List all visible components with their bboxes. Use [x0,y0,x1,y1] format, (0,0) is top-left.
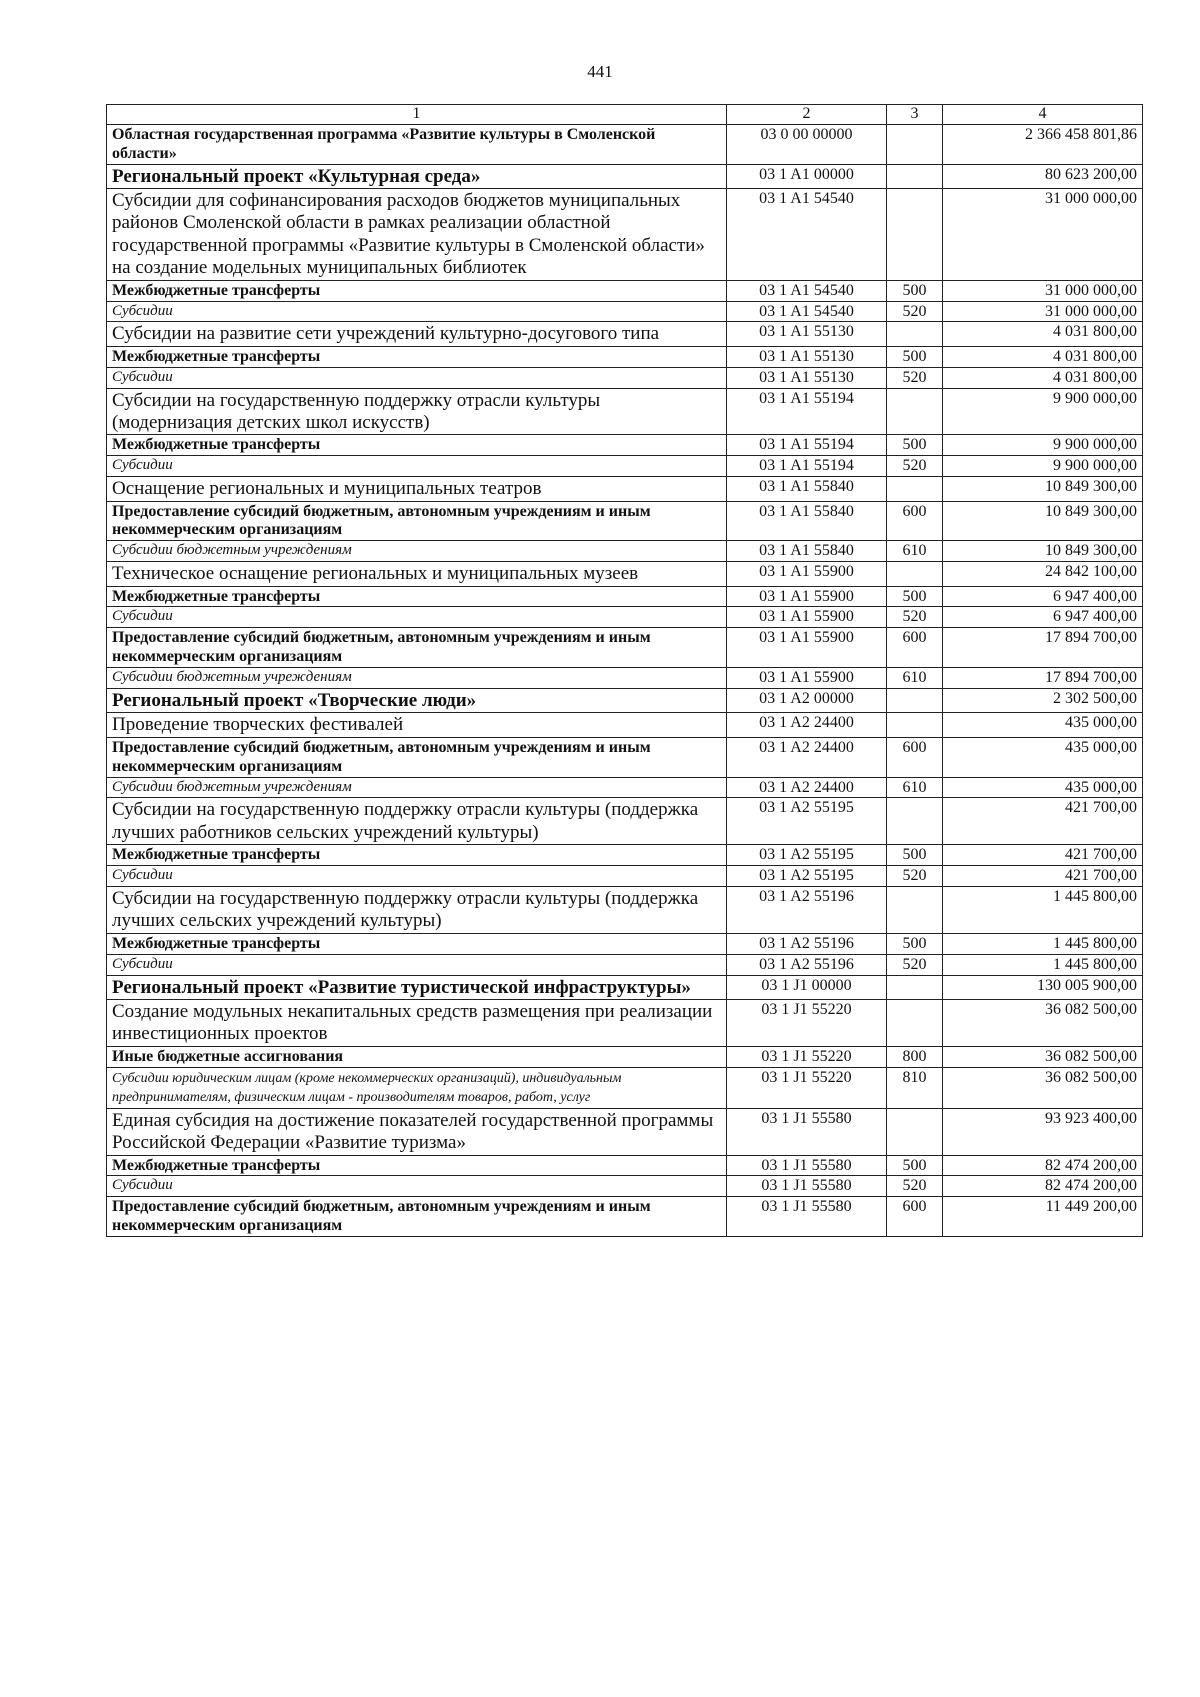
table-row [107,628,1143,668]
row-code-cell: 03 1 A1 54540 [727,280,887,301]
row-sum-cell: 1 445 800,00 [943,886,1143,933]
row-sum-cell: 6 947 400,00 [943,607,1143,628]
row-code-cell: 03 1 A1 55194 [727,435,887,456]
row-name-cell: Субсидии [107,607,727,628]
row-type-cell: 520 [887,1176,943,1197]
row-code-cell: 03 1 A2 55195 [727,866,887,887]
row-name-cell: Оснащение региональных и муниципальных театров [107,477,727,501]
row-name-cell: Межбюджетные трансферты [107,280,727,301]
row-type-cell: 520 [887,954,943,975]
table-header-row [107,105,1143,125]
row-code-cell: 03 1 A1 55130 [727,367,887,388]
budget-table [106,104,1143,1237]
table-row [107,301,1143,322]
row-sum-cell: 82 474 200,00 [943,1176,1143,1197]
row-name-cell: Областная государственная программа «Развитие культуры в Смоленской области» [107,124,727,164]
row-name-cell: Иные бюджетные ассигнования [107,1046,727,1067]
row-code-cell: 03 1 A2 55195 [727,845,887,866]
row-type-cell [887,688,943,712]
row-type-cell: 520 [887,866,943,887]
table-row [107,866,1143,887]
row-sum-cell: 435 000,00 [943,713,1143,737]
row-type-cell: 600 [887,1197,943,1237]
row-sum-cell: 1 445 800,00 [943,954,1143,975]
row-sum-cell: 4 031 800,00 [943,322,1143,346]
table-row [107,189,1143,281]
row-type-cell: 610 [887,541,943,562]
row-sum-cell: 435 000,00 [943,737,1143,777]
row-code-cell: 03 1 A2 24400 [727,737,887,777]
row-name-cell: Субсидии [107,1176,727,1197]
row-code-cell: 03 1 J1 55220 [727,1046,887,1067]
row-sum-cell: 421 700,00 [943,866,1143,887]
row-type-cell [887,886,943,933]
row-sum-cell: 17 894 700,00 [943,668,1143,689]
row-type-cell [887,124,943,164]
row-type-cell: 500 [887,933,943,954]
table-row [107,1046,1143,1067]
row-code-cell: 03 1 J1 00000 [727,975,887,999]
table-row [107,975,1143,999]
table-row [107,798,1143,845]
row-name-cell: Субсидии бюджетным учреждениям [107,777,727,798]
row-name-cell: Межбюджетные трансферты [107,1155,727,1176]
row-code-cell: 03 1 A2 24400 [727,777,887,798]
row-sum-cell: 24 842 100,00 [943,562,1143,586]
row-name-cell: Единая субсидия на достижение показателей государственной программы Российской Федерации «Развитие туризма» [107,1108,727,1155]
row-code-cell: 03 1 A2 55196 [727,954,887,975]
row-name-cell: Субсидии на государственную поддержку отрасли культуры (поддержка лучших работников сельских учреждений культуры) [107,798,727,845]
row-code-cell: 03 1 A1 54540 [727,189,887,281]
table-row [107,688,1143,712]
table-row [107,1067,1143,1108]
row-name-cell: Субсидии на развитие сети учреждений культурно-досугового типа [107,322,727,346]
row-type-cell [887,322,943,346]
row-code-cell: 03 1 A1 55900 [727,628,887,668]
row-sum-cell: 10 849 300,00 [943,541,1143,562]
row-sum-cell: 4 031 800,00 [943,367,1143,388]
table-row [107,845,1143,866]
table-row [107,607,1143,628]
row-code-cell: 03 1 J1 55220 [727,1067,887,1108]
row-name-cell: Субсидии на государственную поддержку отрасли культуры (модернизация детских школ искусств) [107,388,727,435]
table-row [107,1197,1143,1237]
page-number: 441 [587,62,613,81]
row-sum-cell: 9 900 000,00 [943,388,1143,435]
table-row [107,777,1143,798]
table-row [107,999,1143,1046]
table-row [107,562,1143,586]
table-row [107,541,1143,562]
row-sum-cell: 130 005 900,00 [943,975,1143,999]
row-sum-cell: 2 302 500,00 [943,688,1143,712]
row-code-cell: 03 1 A1 55194 [727,388,887,435]
table-row [107,456,1143,477]
table-row [107,388,1143,435]
row-sum-cell: 80 623 200,00 [943,164,1143,188]
row-type-cell: 610 [887,777,943,798]
row-sum-cell: 421 700,00 [943,798,1143,845]
row-sum-cell: 4 031 800,00 [943,346,1143,367]
row-sum-cell: 10 849 300,00 [943,477,1143,501]
row-code-cell: 03 1 A2 55196 [727,933,887,954]
row-sum-cell: 36 082 500,00 [943,999,1143,1046]
header-col-3: 3 [887,105,943,125]
row-code-cell: 03 1 A2 55196 [727,886,887,933]
row-type-cell: 520 [887,607,943,628]
row-sum-cell: 36 082 500,00 [943,1046,1143,1067]
row-type-cell [887,189,943,281]
row-code-cell: 03 1 A1 55130 [727,322,887,346]
row-name-cell: Предоставление субсидий бюджетным, автономным учреждениям и иным некоммерческим организациям [107,501,727,541]
row-name-cell: Субсидии [107,866,727,887]
row-sum-cell: 1 445 800,00 [943,933,1143,954]
row-sum-cell: 6 947 400,00 [943,586,1143,607]
row-sum-cell: 421 700,00 [943,845,1143,866]
row-type-cell: 500 [887,586,943,607]
table-row [107,367,1143,388]
row-sum-cell: 36 082 500,00 [943,1067,1143,1108]
row-code-cell: 03 1 A2 00000 [727,688,887,712]
row-name-cell: Субсидии [107,954,727,975]
table-row [107,346,1143,367]
row-name-cell: Региональный проект «Культурная среда» [107,164,727,188]
table-row [107,1108,1143,1155]
row-name-cell: Межбюджетные трансферты [107,845,727,866]
row-code-cell: 03 1 A1 55840 [727,541,887,562]
row-name-cell: Субсидии [107,301,727,322]
row-code-cell: 03 1 J1 55580 [727,1197,887,1237]
row-sum-cell: 2 366 458 801,86 [943,124,1143,164]
row-sum-cell: 17 894 700,00 [943,628,1143,668]
row-name-cell: Субсидии на государственную поддержку отрасли культуры (поддержка лучших сельских учреждений культуры) [107,886,727,933]
row-name-cell: Субсидии [107,456,727,477]
table-row [107,1155,1143,1176]
row-name-cell: Региональный проект «Творческие люди» [107,688,727,712]
row-sum-cell: 435 000,00 [943,777,1143,798]
row-sum-cell: 93 923 400,00 [943,1108,1143,1155]
row-name-cell: Проведение творческих фестивалей [107,713,727,737]
row-sum-cell: 82 474 200,00 [943,1155,1143,1176]
row-type-cell [887,713,943,737]
row-code-cell: 03 1 J1 55580 [727,1155,887,1176]
table-row [107,668,1143,689]
row-type-cell: 520 [887,367,943,388]
table-row [107,124,1143,164]
row-sum-cell: 31 000 000,00 [943,280,1143,301]
row-type-cell [887,388,943,435]
row-type-cell [887,999,943,1046]
row-name-cell: Предоставление субсидий бюджетным, автономным учреждениям и иным некоммерческим организациям [107,737,727,777]
table-body [107,124,1143,1236]
row-type-cell: 520 [887,456,943,477]
row-code-cell: 03 1 A1 55900 [727,607,887,628]
row-name-cell: Предоставление субсидий бюджетным, автономным учреждениям и иным некоммерческим организациям [107,1197,727,1237]
header-col-1: 1 [107,105,727,125]
table-row [107,322,1143,346]
row-name-cell: Межбюджетные трансферты [107,933,727,954]
row-type-cell [887,798,943,845]
row-type-cell: 500 [887,346,943,367]
row-type-cell: 600 [887,737,943,777]
table-row [107,501,1143,541]
row-type-cell: 610 [887,668,943,689]
row-name-cell: Техническое оснащение региональных и муниципальных музеев [107,562,727,586]
row-code-cell: 03 1 A1 55900 [727,668,887,689]
table-row [107,586,1143,607]
row-type-cell: 500 [887,435,943,456]
row-code-cell: 03 1 A1 55900 [727,586,887,607]
table-row [107,477,1143,501]
row-type-cell: 500 [887,845,943,866]
row-name-cell: Субсидии бюджетным учреждениям [107,668,727,689]
row-code-cell: 03 0 00 00000 [727,124,887,164]
row-name-cell: Субсидии бюджетным учреждениям [107,541,727,562]
table-row [107,280,1143,301]
row-code-cell: 03 1 A1 55840 [727,501,887,541]
row-type-cell: 500 [887,280,943,301]
row-name-cell: Субсидии для софинансирования расходов бюджетов муниципальных районов Смоленской области в рамках реализации областной государственной программы «Развитие культуры в Смоленской области» на создание модельных муниципальных библиотек [107,189,727,281]
row-sum-cell: 9 900 000,00 [943,435,1143,456]
row-code-cell: 03 1 A1 55194 [727,456,887,477]
row-type-cell: 500 [887,1155,943,1176]
row-type-cell: 800 [887,1046,943,1067]
row-code-cell: 03 1 J1 55220 [727,999,887,1046]
row-code-cell: 03 1 A2 24400 [727,713,887,737]
table-row [107,164,1143,188]
row-code-cell: 03 1 J1 55580 [727,1176,887,1197]
row-sum-cell: 10 849 300,00 [943,501,1143,541]
row-type-cell: 600 [887,501,943,541]
table-row [107,886,1143,933]
row-name-cell: Межбюджетные трансферты [107,586,727,607]
row-name-cell: Субсидии юридическим лицам (кроме некоммерческих организаций), индивидуальным предпринимателям, физическим лицам - производителям товаров, работ, услуг [107,1067,727,1108]
table-row [107,737,1143,777]
row-name-cell: Предоставление субсидий бюджетным, автономным учреждениям и иным некоммерческим организациям [107,628,727,668]
row-type-cell [887,562,943,586]
row-type-cell: 810 [887,1067,943,1108]
row-name-cell: Создание модульных некапитальных средств размещения при реализации инвестиционных проектов [107,999,727,1046]
row-name-cell: Межбюджетные трансферты [107,435,727,456]
row-type-cell: 520 [887,301,943,322]
row-code-cell: 03 1 A2 55195 [727,798,887,845]
row-type-cell [887,1108,943,1155]
row-code-cell: 03 1 A1 00000 [727,164,887,188]
row-type-cell [887,975,943,999]
row-code-cell: 03 1 A1 55840 [727,477,887,501]
table-row [107,954,1143,975]
row-code-cell: 03 1 A1 54540 [727,301,887,322]
table-row [107,713,1143,737]
row-code-cell: 03 1 J1 55580 [727,1108,887,1155]
table-row [107,1176,1143,1197]
table-row [107,933,1143,954]
row-sum-cell: 31 000 000,00 [943,189,1143,281]
row-type-cell: 600 [887,628,943,668]
row-code-cell: 03 1 A1 55900 [727,562,887,586]
table-row [107,435,1143,456]
row-name-cell: Субсидии [107,367,727,388]
row-sum-cell: 11 449 200,00 [943,1197,1143,1237]
row-sum-cell: 9 900 000,00 [943,456,1143,477]
header-col-2: 2 [727,105,887,125]
header-col-4: 4 [943,105,1143,125]
row-name-cell: Межбюджетные трансферты [107,346,727,367]
row-sum-cell: 31 000 000,00 [943,301,1143,322]
row-type-cell [887,164,943,188]
row-type-cell [887,477,943,501]
row-name-cell: Региональный проект «Развитие туристической инфраструктуры» [107,975,727,999]
row-code-cell: 03 1 A1 55130 [727,346,887,367]
